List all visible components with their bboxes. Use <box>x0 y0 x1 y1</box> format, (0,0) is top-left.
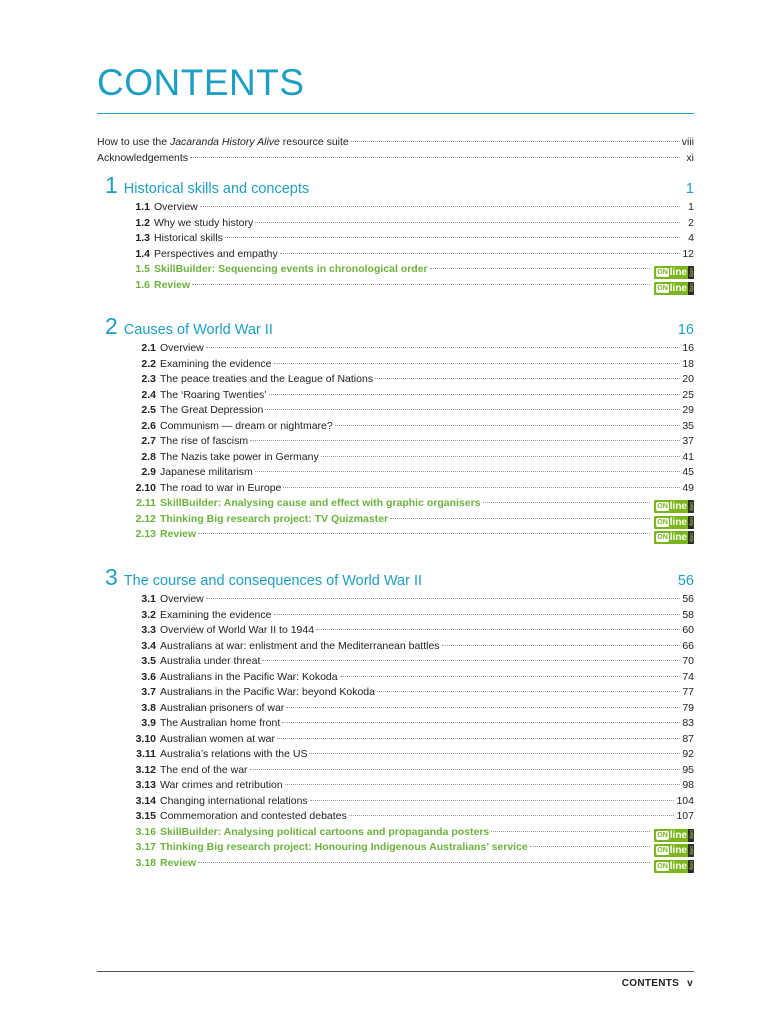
chapter-3 <box>105 564 694 871</box>
badge-on-text: ON <box>657 269 668 276</box>
toc-section-entry[interactable] <box>132 200 694 216</box>
page-number: 83 <box>682 717 694 729</box>
toc-section-entry[interactable] <box>132 732 694 748</box>
chapter-number: 1 <box>105 172 118 198</box>
page-footer <box>622 978 693 989</box>
dot-leader <box>310 800 675 801</box>
page-number: 98 <box>682 779 694 791</box>
dot-leader <box>192 284 650 285</box>
toc-section-entry[interactable] <box>132 388 694 404</box>
page-title: CONTENTS <box>97 62 305 103</box>
dot-leader <box>316 629 680 630</box>
section-number: 2.5 <box>141 404 156 416</box>
dot-leader <box>375 378 680 379</box>
badge-on-text: ON <box>657 503 668 510</box>
chapter-title: The course and consequences of World War II <box>123 573 423 589</box>
dot-leader <box>250 440 680 441</box>
badge-line-text: line <box>669 267 687 278</box>
section-number: 3.2 <box>141 608 156 621</box>
section-title: Australian prisoners of war <box>160 701 285 714</box>
section-number: 3.10 <box>135 732 156 745</box>
toc-section-entry[interactable] <box>132 357 694 373</box>
dot-leader <box>206 598 680 599</box>
entry-text-post: resource suite <box>279 136 349 148</box>
page-number: 1 <box>688 201 694 213</box>
page-number: 77 <box>682 686 694 698</box>
page-number: 74 <box>682 670 694 683</box>
toc-section-entry[interactable] <box>132 716 694 732</box>
badge-line-text: line <box>669 532 687 543</box>
toc-section-entry[interactable] <box>132 247 694 263</box>
section-title: SkillBuilder: Analysing cause and effect with graphic organisers <box>160 497 481 509</box>
dot-leader <box>285 784 680 785</box>
page-number: xi <box>686 151 694 164</box>
page-number: 18 <box>682 357 694 370</box>
toc-entry-acknowledgements[interactable] <box>97 151 694 167</box>
dot-leader <box>255 471 680 472</box>
toc-section-entry[interactable] <box>132 216 694 232</box>
dot-leader <box>349 815 675 816</box>
dot-leader <box>530 846 650 847</box>
badge-line-text: line <box>669 282 687 294</box>
dot-leader <box>280 253 680 254</box>
badge-only-text: only <box>688 532 694 543</box>
section-title: Communism — dream or nightmare? <box>160 419 333 432</box>
chapter-number: 2 <box>105 313 118 339</box>
page-number: 66 <box>682 639 694 652</box>
page-number: 70 <box>682 655 694 667</box>
page-number: 79 <box>682 701 694 714</box>
entry-text-pre: How to use the <box>97 136 170 148</box>
footer-page-number: v <box>687 978 693 989</box>
chapter-heading[interactable] <box>105 564 694 592</box>
page-number: 37 <box>682 435 694 447</box>
toc-section-entry[interactable] <box>132 434 694 450</box>
dot-leader <box>255 222 680 223</box>
section-title: Why we study history <box>154 216 254 229</box>
dot-leader <box>430 268 651 269</box>
section-number: 2.3 <box>141 373 156 385</box>
online-only-badge <box>654 266 694 279</box>
section-title: Overview <box>154 201 198 213</box>
dot-leader <box>277 738 680 739</box>
section-title: The peace treaties and the League of Nations <box>160 373 374 385</box>
section-title: Historical skills <box>154 232 223 244</box>
dot-leader <box>390 518 650 519</box>
dot-leader <box>265 409 680 410</box>
dot-leader <box>351 141 680 142</box>
section-title: Australia under threat <box>160 655 261 667</box>
section-list <box>132 200 694 293</box>
section-title: The Nazis take power in Germany <box>160 450 319 463</box>
section-title: Australians at war: enlistment and the Mediterranean battles <box>160 639 440 652</box>
section-number: 3.16 <box>135 825 156 838</box>
section-number: 3.15 <box>135 810 156 822</box>
section-number: 1.4 <box>135 247 150 260</box>
toc-entry-how-to-use[interactable] <box>97 135 694 151</box>
section-title: Commemoration and contested debates <box>160 810 347 822</box>
page-number: 107 <box>676 810 694 822</box>
section-title: Examining the evidence <box>160 357 272 370</box>
section-title: Review <box>160 528 197 540</box>
dot-leader <box>200 206 680 207</box>
section-number: 2.2 <box>141 357 156 370</box>
page-number: 60 <box>682 624 694 636</box>
section-number: 1.1 <box>135 201 150 213</box>
toc-section-entry[interactable] <box>132 278 694 294</box>
dot-leader <box>335 425 680 426</box>
badge-only-text: only <box>688 845 694 856</box>
chapter-number: 3 <box>105 564 118 590</box>
badge-on-text: ON <box>657 534 668 541</box>
section-number: 2.9 <box>141 466 156 478</box>
dot-leader <box>282 722 680 723</box>
toc-section-entry[interactable] <box>132 763 694 779</box>
front-matter <box>97 135 694 166</box>
badge-line-text: line <box>669 845 687 856</box>
dot-leader <box>274 614 681 615</box>
online-only-badge <box>654 531 694 544</box>
section-title: Review <box>154 278 191 291</box>
section-title: The ‘Roaring Twenties’ <box>160 388 267 401</box>
section-title: Japanese militarism <box>160 466 253 478</box>
toc-section-entry[interactable] <box>132 747 694 763</box>
toc-section-entry[interactable] <box>132 639 694 655</box>
section-title: The road to war in Europe <box>160 481 282 494</box>
badge-line-text: line <box>669 860 687 872</box>
section-number: 3.6 <box>141 670 156 683</box>
chapter-title: Causes of World War II <box>123 322 273 338</box>
section-number: 3.9 <box>141 717 156 729</box>
toc-section-entry[interactable] <box>132 496 694 512</box>
chapter-page-number: 56 <box>677 573 694 589</box>
dot-leader <box>190 157 680 158</box>
section-number: 2.13 <box>135 528 156 540</box>
dot-leader <box>340 676 680 677</box>
page-number: 41 <box>682 450 694 463</box>
dot-leader <box>250 769 680 770</box>
section-number: 2.7 <box>141 435 156 447</box>
page-number: 2 <box>688 216 694 229</box>
toc-section-entry[interactable] <box>132 403 694 419</box>
badge-only-text: only <box>688 861 694 871</box>
footer-divider <box>97 971 694 972</box>
toc-section-entry[interactable] <box>132 701 694 717</box>
dot-leader <box>262 660 680 661</box>
toc-section-entry[interactable] <box>132 512 694 528</box>
page-number: 16 <box>682 342 694 354</box>
section-list <box>132 592 694 871</box>
chapter-title: Historical skills and concepts <box>123 181 310 197</box>
section-number: 2.8 <box>141 450 156 463</box>
toc-section-entry[interactable] <box>132 527 694 543</box>
section-title: The rise of fascism <box>160 435 249 447</box>
page-number: viii <box>681 136 694 148</box>
dot-leader <box>198 862 650 863</box>
section-title: The end of the war <box>160 763 248 776</box>
badge-on-text: ON <box>657 847 668 854</box>
section-title: War crimes and retribution <box>160 779 283 791</box>
chapter-page-number: 1 <box>685 181 694 197</box>
toc-section-entry[interactable] <box>132 450 694 466</box>
section-title: Australian women at war <box>160 732 275 745</box>
section-number: 3.7 <box>141 686 156 698</box>
badge-line-text: line <box>669 501 687 512</box>
section-title: SkillBuilder: Analysing political cartoons and propaganda posters <box>160 825 490 838</box>
section-number: 2.10 <box>135 481 156 494</box>
section-number: 2.1 <box>141 342 156 354</box>
section-number: 3.1 <box>141 593 156 605</box>
page-number: 58 <box>682 608 694 621</box>
section-title: Examining the evidence <box>160 608 272 621</box>
section-number: 3.8 <box>141 701 156 714</box>
toc-section-entry[interactable] <box>132 840 694 856</box>
section-number: 1.2 <box>135 216 150 229</box>
page-number: 104 <box>676 794 694 807</box>
chapter-1 <box>105 172 694 293</box>
dot-leader <box>198 533 650 534</box>
dot-leader <box>491 831 650 832</box>
section-number: 3.18 <box>135 856 156 869</box>
section-number: 3.13 <box>135 779 156 791</box>
section-number: 2.4 <box>141 388 156 401</box>
section-title: Thinking Big research project: Honouring Indigenous Australians’ service <box>160 841 528 853</box>
section-title: Australia’s relations with the US <box>160 748 308 760</box>
page-number: 45 <box>682 466 694 478</box>
section-title: The Australian home front <box>160 717 281 729</box>
section-number: 1.6 <box>135 278 150 291</box>
page-number: 4 <box>688 232 694 244</box>
section-number: 3.4 <box>141 639 156 652</box>
section-number: 1.5 <box>135 263 150 275</box>
toc-section-entry[interactable] <box>132 481 694 497</box>
footer-label: CONTENTS <box>621 978 680 989</box>
badge-on-text: ON <box>657 831 668 839</box>
section-list <box>132 341 694 543</box>
toc-section-entry[interactable] <box>132 670 694 686</box>
section-title: Overview <box>160 593 204 605</box>
toc-section-entry[interactable] <box>132 794 694 810</box>
toc-section-entry[interactable] <box>132 623 694 639</box>
dot-leader <box>483 502 651 503</box>
chapter-heading[interactable] <box>105 172 694 200</box>
section-number: 3.14 <box>135 794 156 807</box>
toc-section-entry[interactable] <box>132 262 694 278</box>
badge-only-text: only <box>688 283 694 293</box>
chapter-page-number: 16 <box>677 322 694 338</box>
section-title: Perspectives and empathy <box>154 247 278 260</box>
section-title: The Great Depression <box>160 404 264 416</box>
section-number: 3.17 <box>135 841 156 853</box>
section-title: Australians in the Pacific War: beyond Kokoda <box>160 686 375 698</box>
badge-only-text: only <box>688 830 694 840</box>
chapter-2 <box>105 313 694 543</box>
badge-line-text: line <box>669 516 687 528</box>
chapter-heading[interactable] <box>105 313 694 341</box>
toc-section-entry[interactable] <box>132 341 694 357</box>
dot-leader <box>321 456 680 457</box>
section-number: 3.11 <box>136 748 156 760</box>
badge-only-text: only <box>688 267 694 278</box>
toc-section-entry[interactable] <box>132 592 694 608</box>
section-number: 2.6 <box>141 419 156 432</box>
page-number: 87 <box>682 732 694 745</box>
page-number: 29 <box>682 404 694 416</box>
section-title: Overview of World War II to 1944 <box>160 624 315 636</box>
dot-leader <box>274 363 681 364</box>
page-number: 20 <box>682 373 694 385</box>
badge-line-text: line <box>669 829 687 841</box>
dot-leader <box>309 753 680 754</box>
toc-section-entry[interactable] <box>132 825 694 841</box>
page-number: 12 <box>682 247 694 260</box>
badge-on-text: ON <box>657 284 668 292</box>
toc-section-entry[interactable] <box>132 372 694 388</box>
toc-section-entry[interactable] <box>132 608 694 624</box>
page-number: 25 <box>682 388 694 401</box>
section-number: 3.12 <box>135 763 156 776</box>
toc-section-entry[interactable] <box>132 685 694 701</box>
online-only-badge <box>654 500 694 513</box>
entry-text-italic: Jacaranda History Alive <box>169 136 280 148</box>
page-number: 35 <box>682 419 694 432</box>
page-number: 92 <box>682 748 694 760</box>
section-number: 2.11 <box>136 497 156 509</box>
section-number: 3.3 <box>141 624 156 636</box>
online-only-badge <box>654 844 694 857</box>
section-number: 3.5 <box>141 655 156 667</box>
online-only-badge <box>654 860 694 873</box>
section-title: Review <box>160 856 197 869</box>
toc-section-entry[interactable] <box>132 419 694 435</box>
dot-leader <box>286 707 680 708</box>
badge-on-text: ON <box>657 518 668 526</box>
dot-leader <box>225 237 680 238</box>
toc-section-entry[interactable] <box>132 778 694 794</box>
section-title: Changing international relations <box>160 794 308 807</box>
badge-only-text: only <box>688 517 694 527</box>
section-title: SkillBuilder: Sequencing events in chronological order <box>154 263 428 275</box>
online-only-badge <box>654 829 694 842</box>
dot-leader <box>442 645 680 646</box>
toc-section-entry[interactable] <box>132 465 694 481</box>
dot-leader <box>283 487 680 488</box>
toc-section-entry[interactable] <box>132 231 694 247</box>
section-title: Thinking Big research project: TV Quizmaster <box>160 512 389 525</box>
toc-section-entry[interactable] <box>132 856 694 872</box>
online-only-badge <box>654 516 694 529</box>
online-only-badge <box>654 282 694 295</box>
badge-on-text: ON <box>657 862 668 870</box>
entry-text: Acknowledgements <box>97 151 189 164</box>
section-title: Australians in the Pacific War: Kokoda <box>160 670 338 683</box>
page-number: 49 <box>682 481 694 494</box>
section-number: 2.12 <box>135 512 156 525</box>
badge-only-text: only <box>688 501 694 512</box>
dot-leader <box>269 394 680 395</box>
dot-leader <box>377 691 680 692</box>
section-number: 1.3 <box>135 232 150 244</box>
toc-section-entry[interactable] <box>132 809 694 825</box>
page-number: 95 <box>682 763 694 776</box>
section-title: Overview <box>160 342 204 354</box>
page-number: 56 <box>682 593 694 605</box>
toc-section-entry[interactable] <box>132 654 694 670</box>
title-divider <box>97 113 694 114</box>
dot-leader <box>206 347 680 348</box>
